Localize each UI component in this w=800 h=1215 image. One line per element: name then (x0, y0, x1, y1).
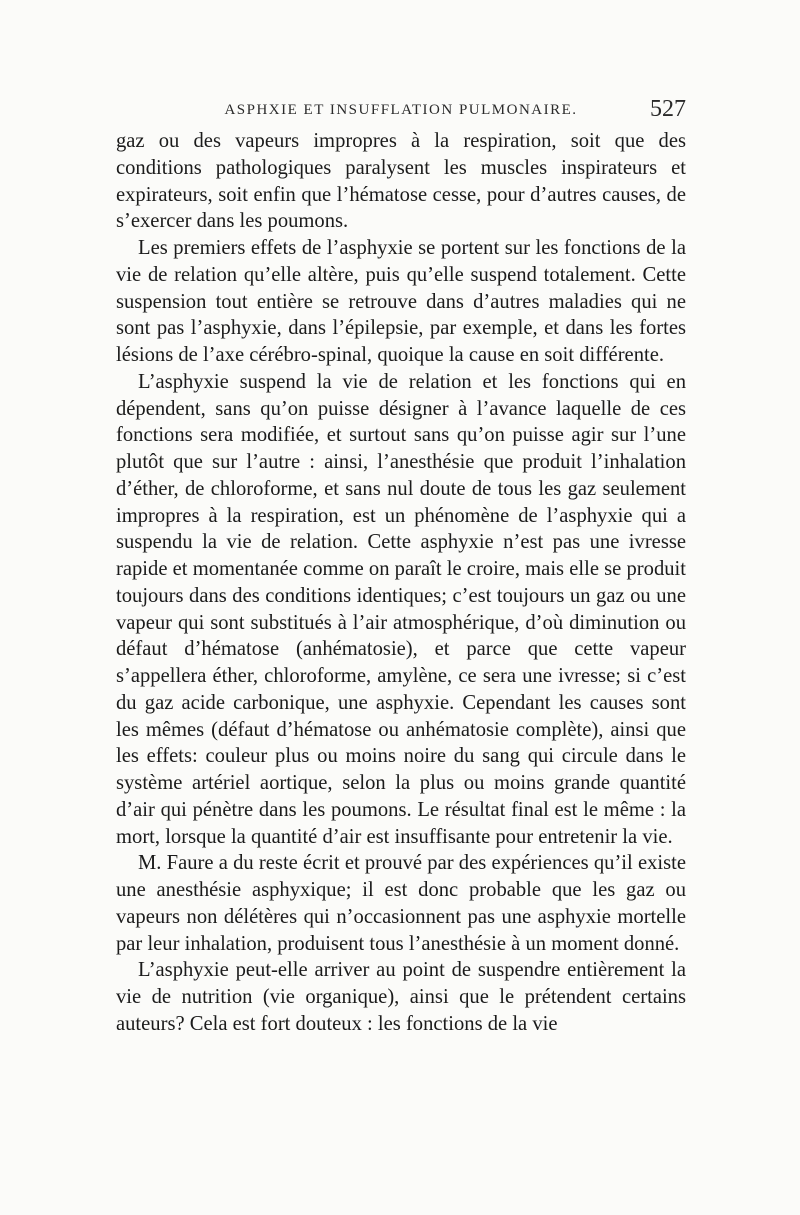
paragraph-3: L’asphyxie suspend la vie de relation et les fonctions qui en dépendent, sans qu’on puisse désigner à l’avance laquelle de ces fonctions sera modifiée, et surtout sans qu’on puisse agir sur l’une plutôt que sur l’autre : ainsi, l’anesthésie que produit l’inhalation d’éther, de chloroforme, et sans nul doute de tous les gaz seulement impropres à la respiration, est un phénomène de l’asphyxie qui a suspendu la vie de relation. Cette asphyxie n’est pas une ivresse rapide et momentanée comme on paraît le croire, mais elle se produit toujours dans des conditions identiques; c’est toujours un gaz ou une vapeur qui sont substitués à l’air atmosphérique, d’où diminution ou défaut d’hématose (anhématosie), et parce que cette vapeur s’appellera éther, chloroforme, amylène, ce sera une ivresse; si c’est du gaz acide carbonique, une asphyxie. Cependant les causes sont les mêmes (défaut d’hématose ou anhématosie complète), ainsi que les effets: couleur plus ou moins noire du sang qui circule dans le système artériel aortique, selon la plus ou moins grande quantité d’air qui pénètre dans les poumons. Le résultat final est le même : la mort, lorsque la quantité d’air est insuffisante pour entretenir la vie. (116, 370, 686, 848)
paragraph-4: M. Faure a du reste écrit et prouvé par des expériences qu’il existe une anesthésie asphyxique; il est donc probable que les gaz ou vapeurs non délétères qui n’occasionnent pas une asphyxie mortelle par leur inhalation, produisent tous l’anesthésie à un moment donné. (116, 852, 686, 955)
paragraph-2: Les premiers effets de l’asphyxie se portent sur les fonctions de la vie de relation qu’elle altère, puis qu’elle suspend totalement. Cette suspension tout entière se retrouve dans d’autres maladies qui ne sont pas l’asphyxie, dans l’épilepsie, par exemple, et dans les fortes lésions de l’axe cérébro-spinal, quoique la cause en soit différente. (116, 237, 686, 366)
paragraph-1: gaz ou des vapeurs impropres à la respiration, soit que des conditions pathologiques paralysent les muscles inspirateurs et expirateurs, soit enfin que l’hématose cesse, pour d’autres causes, de s’exercer dans les poumons. (116, 130, 686, 233)
body-text (116, 128, 686, 1038)
running-title: ASPHXIE ET INSUFFLATION PULMONAIRE. (224, 102, 578, 118)
paragraph-5: L’asphyxie peut-elle arriver au point de suspendre entièrement la vie de nutrition (vie organique), ainsi que le prétendent certains auteurs? Cela est fort douteux : les fonctions de la vie (116, 959, 686, 1035)
running-head (116, 96, 686, 126)
page-number: 527 (650, 96, 686, 122)
